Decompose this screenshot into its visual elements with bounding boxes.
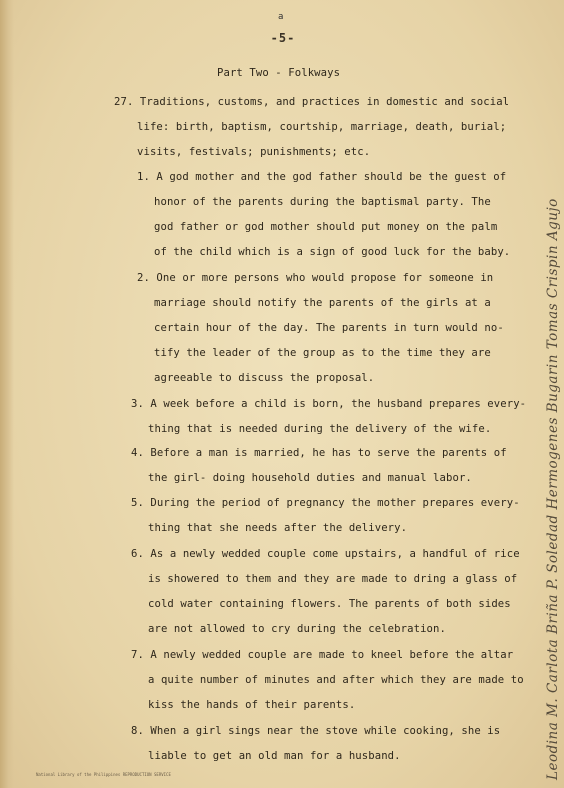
list-item-2-line-3: certain hour of the day. The parents in turn would no- bbox=[154, 322, 504, 334]
list-item-2-line-1: 2. One or more persons who would propose for someone in bbox=[137, 272, 494, 284]
list-item-5-line-2: thing that she needs after the delivery. bbox=[148, 522, 408, 534]
list-item-6-line-2: is showered to them and they are made to dring a glass of bbox=[148, 573, 518, 585]
list-item-6-line-3: cold water containing flowers. The parents of both sides bbox=[148, 598, 511, 610]
list-item-6-line-1: 6. As a newly wedded couple come upstairs, a handful of rice bbox=[131, 548, 520, 560]
list-item-2-line-4: tify the leader of the group as to the time they are bbox=[154, 347, 491, 359]
list-item-4-line-1: 4. Before a man is married, he has to serve the parents of bbox=[131, 447, 507, 459]
list-item-3-line-2: thing that is needed during the delivery of the wife. bbox=[148, 423, 492, 435]
list-item-8-line-2: liable to get an old man for a husband. bbox=[148, 750, 401, 762]
item-27-line-1: 27. Traditions, customs, and practices in domestic and social bbox=[114, 96, 510, 108]
list-item-2-line-5: agreeable to discuss the proposal. bbox=[154, 372, 375, 384]
list-item-8-line-1: 8. When a girl sings near the stove while cooking, she is bbox=[131, 725, 501, 737]
margin-signatures: Leodina M. Carlota Briña P. Soledad Hermogenes Bugarin Tomas Crispin Agujo bbox=[545, 198, 561, 780]
page-number: -5- bbox=[270, 31, 296, 45]
list-item-4-line-2: the girl- doing household duties and manual labor. bbox=[148, 472, 472, 484]
paper-edge bbox=[0, 0, 14, 788]
section-title: Part Two - Folkways bbox=[217, 67, 341, 79]
list-item-1-line-1: 1. A god mother and the god father should be the guest of bbox=[137, 171, 507, 183]
list-item-7-line-1: 7. A newly wedded couple are made to kneel before the altar bbox=[131, 649, 514, 661]
list-item-5-line-1: 5. During the period of pregnancy the mother prepares every- bbox=[131, 497, 520, 509]
list-item-2-line-2: marriage should notify the parents of the girls at a bbox=[154, 297, 491, 309]
list-item-1-line-4: of the child which is a sign of good luck for the baby. bbox=[154, 246, 511, 258]
item-27-line-2: life: birth, baptism, courtship, marriage, death, burial; bbox=[137, 121, 507, 133]
list-item-3-line-1: 3. A week before a child is born, the husband prepares every- bbox=[131, 398, 527, 410]
list-item-1-line-2: honor of the parents during the baptismal party. The bbox=[154, 196, 491, 208]
list-item-6-line-4: are not allowed to cry during the celebration. bbox=[148, 623, 446, 635]
item-27-line-3: visits, festivals; punishments; etc. bbox=[137, 146, 371, 158]
footer-stamp: National Library of the Philippines REPRODUCTION SERVICE bbox=[36, 772, 171, 777]
list-item-7-line-3: kiss the hands of their parents. bbox=[148, 699, 356, 711]
list-item-1-line-3: god father or god mother should put money on the palm bbox=[154, 221, 498, 233]
list-item-7-line-2: a quite number of minutes and after which they are made to bbox=[148, 674, 524, 686]
top-mark: a bbox=[278, 12, 284, 22]
